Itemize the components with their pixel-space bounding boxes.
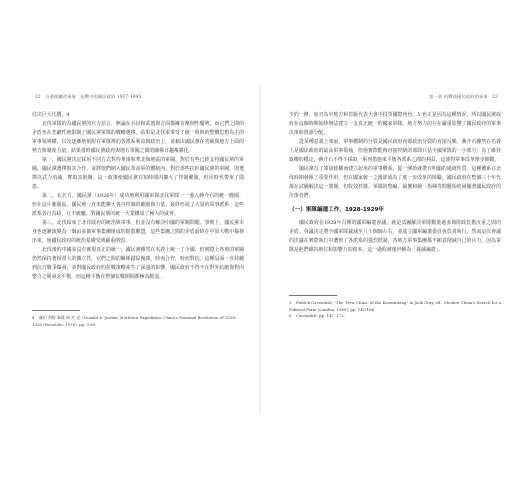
paragraph: 國民政府在1928年召開的國軍編遣會議，就是試圖解決軍隊數量過多與財政負擔沉重之間的矛盾。會議決定將全國軍隊裁減至八十個師左右，並成立國軍編遣委員會負責執行。然而這次會議的決議在實際執行中遭到了各派系的強烈抵制，各地方軍事集團都不願意削減自己的兵力，因為軍隊是他們維持地位和影響力的根本。這一過程被後世稱為「裁減編遣」。 (289, 220, 501, 253)
paragraph: 第三，北伐結束了北洋政府的統治與軍事，但並沒有解決中國的軍閥問題。事實上，國民黨本身也逐漸演變為一個由多個軍事集團組成的鬆散聯盟。這些集團之間的矛盾最終在中原大戰中爆發出來，使國民政府的統治基礎受到嚴重削弱。 (32, 220, 244, 244)
paragraph: 第二，在北方，國民黨（1926年）成功地利用國軍與北伐軍隊一一進入蔣介石的統一範圍，但在這片範圍區。國民黨一直未能擴大各自控制的範圍與力量。最終形成了大量的軍事派系，這些派系各自為政，互不統屬。對國民黨的統一大業構成了極大的威脅。 (32, 193, 244, 217)
footnote-text: Cavendish, pp. 147, 172. (296, 313, 346, 318)
footnote (289, 313, 501, 320)
paragraph: 北伐軍隊的為國民黨的官方語言，無論在兵員和武器與方面都擁有壓倒性優勢。而它們之間的矛盾也在悲劇性地限制了國民黨軍隊的戰略選擇，結果是北伐軍事受了統一與時的整體思想為主的軍事領導權，以及逐漸地依附在軍隊裡的各派系利益與政治上，並藉由國民黨在省級與地方上面的勢力與制度力量。結果當時國民黨政府與地方軍閥之間的關係日趨複雜化。 (32, 121, 244, 154)
footnote (289, 300, 501, 313)
left-running-header (32, 92, 244, 102)
paragraph: 國民黨為了鞏固政權而建立起來的軍事體系，從一開始就帶有明顯的過渡性質。這種體系在北伐時期發揮了重要作用，但在國家統一之後卻成為了進一步改革的障礙。國民政府在整個三十年代都在試圖解決這一問題，但收效甚微。軍隊的整編、裁撤和統一指揮等問題始終困擾著國民政府的決策者們。 (289, 166, 501, 199)
paragraph: 少的一條，而且為中地方和省級代表大會中投票國際角色。5 也正是因為這種情況，所以國民黨政府在這個時期始終無法建立一支真正統一的國家軍隊。地方勢力的存在嚴重影響了國民政府的軍事決策和資源分配。 (289, 112, 501, 136)
footnote-number: 5 (289, 300, 292, 305)
right-running-header (289, 92, 501, 102)
paragraph: 第一，國民黨決定採用不同方式對待華南和華北與地區的軍閥。對於有些已經支持國民黨的軍閥，國民黨選擇與其合作，並將他們納入國民革命軍的體制內。對於那些抗拒國民黨的軍閥，則選擇以武力消滅，奪取其地盤。這一政策使國民黨在短時間內擴大了控制範圍，但同時也帶來了隱患。 (32, 157, 244, 190)
footnote-text: 廣田 和野 軍隊 研 究 史 / Donald A. Jordan, Northern Expedition: China's National Revolution of 1926-1928 (Honolulu, 1976), pp. 3-65. (32, 315, 237, 327)
right-page (289, 92, 501, 410)
footnote-text: Patrick Cavendish, "The 'New China' of the Kuomintang" in Jack Gray, ed., Modern China's Search for a Political Form (London, 1969), pp. 141-164. (289, 300, 501, 312)
footnote-number: 4 (32, 315, 35, 320)
paragraph: 北伐後的中國並沒有實現真正的統一。國民黨雖然在名義上統一了全國，但實際上各地的軍閥仍然保持著相當大的獨立性。它們之間的關係錯綜複雜，時而合作，時而對抗。這種局面一直持續到抗日戰爭爆發，並對國民政府的抗戰策略產生了深遠的影響。國民政府不得不在對外抗敵與對內整合之間尋求平衡，而這種平衡在整個抗戰期間都極為脆弱。 (32, 247, 244, 280)
left-header-title: 分道揚鑣的軍事：抗戰中的國民政府 1937-1945 (45, 94, 142, 99)
right-page-number: 23 (492, 94, 498, 99)
book-gutter (259, 85, 261, 415)
left-page (32, 92, 244, 410)
footnote (32, 315, 244, 328)
left-page-number: 22 (35, 94, 41, 99)
section-heading: （一）軍隊編遣工作，1928-1929年 (289, 207, 384, 213)
paragraph: 從某種意義上來說，軍事體制的分裂是國民政府內部政治分裂的直接反映。蔣介石雖然在名義上是國民政府的最高軍事領袖，但他實際能夠直接控制的部隊只佔全國軍隊的一小部分。為了維持政權的穩定，蔣介石不得不採取一系列措施來平衡各派系之間的利益，這使得軍事改革舉步維艱。 (289, 139, 501, 163)
footnote-separator (289, 295, 337, 296)
paragraph: 付出巨大代價。4 (32, 112, 70, 118)
footnote-number: 6 (289, 313, 292, 318)
right-body-text (289, 111, 501, 255)
right-header-title: 第一章 抗戰前國民政府的軍事 (429, 94, 488, 99)
footnote-separator (32, 310, 80, 311)
left-body-text (32, 111, 244, 282)
